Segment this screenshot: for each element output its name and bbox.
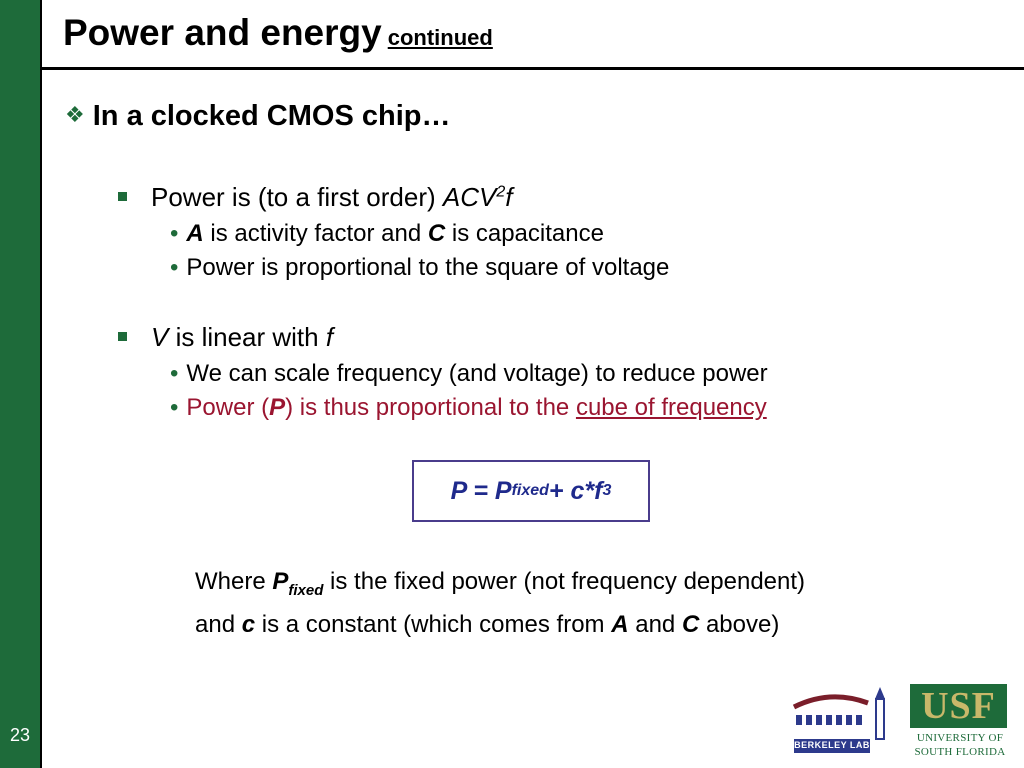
usf-logo	[910, 684, 1010, 760]
bullet-level3-square	[170, 254, 669, 282]
usf-letters: USF	[921, 685, 996, 727]
berkeley-lab-logo	[790, 685, 900, 757]
where-text: and	[195, 610, 242, 638]
berkeley-lab-text: BERKELEY LAB	[794, 740, 870, 750]
formula-exponent: 3	[602, 482, 612, 499]
bullet-text: Power is proportional to the square of voltage	[186, 254, 670, 281]
where-text: above)	[699, 610, 780, 638]
dot-bullet-icon: •	[170, 254, 179, 281]
square-bullet-icon	[118, 192, 127, 201]
bullet-level2-power	[118, 182, 512, 213]
dot-bullet-icon: •	[170, 220, 179, 247]
term-c-capital: C	[681, 610, 700, 638]
formula-subscript: fixed	[511, 482, 549, 499]
term-p: P	[269, 394, 286, 421]
dot-bullet-icon: •	[170, 360, 179, 387]
where-explanation	[195, 565, 805, 642]
bullet-text: Power is (to a first order)	[151, 182, 443, 212]
term-p-subscript: fixed	[288, 581, 324, 599]
bullet-level3-activity	[170, 220, 604, 248]
bullet-level2-linear	[118, 322, 333, 353]
cube-of-frequency-link[interactable]: cube of frequency	[575, 394, 767, 421]
dot-bullet-icon: •	[170, 394, 179, 421]
bullet-text: ) is thus proportional to the	[285, 394, 576, 421]
title-text: Power and energy	[63, 12, 382, 53]
bullet-text: Power (	[186, 394, 270, 421]
formula-mid: + c*f	[548, 476, 603, 505]
bullet-text: We can scale frequency (and voltage) to reduce power	[186, 360, 768, 387]
term-a: A	[611, 610, 629, 638]
usf-line-2: SOUTH FLORIDA	[914, 746, 1006, 758]
where-text: is the fixed power (not frequency dependent)	[323, 568, 806, 595]
usf-line-1: UNIVERSITY OF	[916, 732, 1004, 744]
square-bullet-icon	[118, 332, 127, 341]
where-line-2	[195, 608, 805, 642]
term-p: P	[272, 568, 289, 595]
title-subtitle: continued	[387, 25, 493, 50]
where-text: is a constant (which comes from	[255, 610, 612, 638]
term-v: V	[151, 322, 169, 352]
where-line-1	[195, 565, 805, 608]
term-c: c	[241, 610, 256, 638]
bullet-level1-text: In a clocked CMOS chip…	[92, 100, 451, 132]
bullet-level3-scale	[170, 360, 768, 388]
where-text: and	[628, 610, 682, 638]
term-f: f	[325, 322, 334, 352]
where-text: Where	[195, 568, 273, 595]
bullet-text: is activity factor and	[203, 220, 428, 247]
title-divider	[42, 67, 1024, 70]
formula-f: f	[505, 182, 513, 212]
formula-box	[412, 460, 650, 522]
formula-lhs: P = P	[450, 476, 512, 505]
formula-exponent: 2	[496, 183, 506, 201]
bullet-text: is linear with	[168, 322, 326, 352]
slide-title	[63, 12, 493, 54]
term-a: A	[186, 220, 204, 247]
slide-number: 23	[9, 725, 31, 745]
bullet-level3-cube	[170, 394, 767, 422]
usf-logo-block	[910, 684, 1007, 728]
bullet-text: is capacitance	[445, 220, 604, 247]
bullet-level1	[65, 100, 450, 133]
left-sidebar-bar	[0, 0, 42, 768]
term-c: C	[427, 220, 446, 247]
diamond-bullet-icon: ❖	[65, 102, 85, 127]
formula-acv: ACV	[442, 182, 497, 212]
